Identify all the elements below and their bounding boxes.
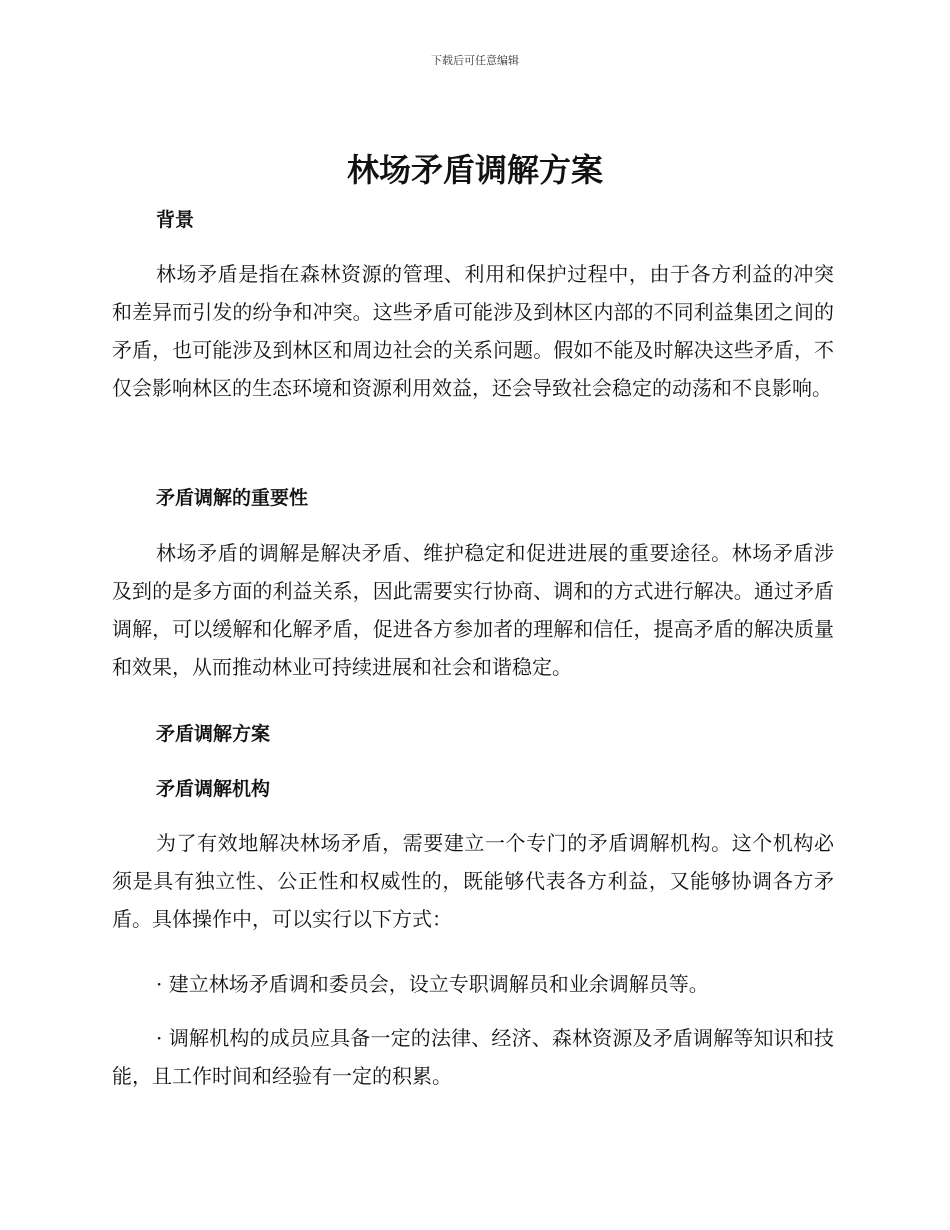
paragraph-agency: 为了有效地解决林场矛盾，需要建立一个专门的矛盾调解机构。这个机构必须是具有独立性、公正性和权威性的，既能够代表各方利益，又能够协调各方矛盾。具体操作中，可以实行以下方式： bbox=[112, 831, 834, 931]
heading-background: 背景 bbox=[156, 209, 195, 231]
paragraph-background: 林场矛盾是指在森林资源的管理、利用和保护过程中，由于各方利益的冲突和差异而引发的纷争和冲突。这些矛盾可能涉及到林区内部的不同利益集团之间的矛盾，也可能涉及到林区和周边社会的关系问题。假如不能及时解决这些矛盾，不仅会影响林区的生态环境和资源利用效益，还会导致社会稳定的动荡和不良影响。 bbox=[112, 262, 834, 400]
heading-plan: 矛盾调解方案 bbox=[156, 723, 271, 745]
heading-importance: 矛盾调解的重要性 bbox=[156, 487, 309, 509]
bullet-item-member-qualifications: · 调解机构的成员应具备一定的法律、经济、森林资源及矛盾调解等知识和技能，且工作时间和经验有一定的积累。 bbox=[112, 1026, 834, 1088]
page-header-note: 下载后可任意编辑 bbox=[431, 54, 519, 67]
bullet-item-committee: · 建立林场矛盾调和委员会，设立专职调解员和业余调解员等。 bbox=[156, 972, 709, 996]
paragraph-importance: 林场矛盾的调解是解决矛盾、维护稳定和促进进展的重要途径。林场矛盾涉及到的是多方面的利益关系，因此需要实行协商、调和的方式进行解决。通过矛盾调解，可以缓解和化解矛盾，促进各方参加者的理解和信任，提高矛盾的解决质量和效果，从而推动林业可持续进展和社会和谐稳定。 bbox=[112, 541, 834, 679]
heading-agency: 矛盾调解机构 bbox=[156, 778, 271, 800]
document-title: 林场矛盾调解方案 bbox=[346, 151, 603, 189]
